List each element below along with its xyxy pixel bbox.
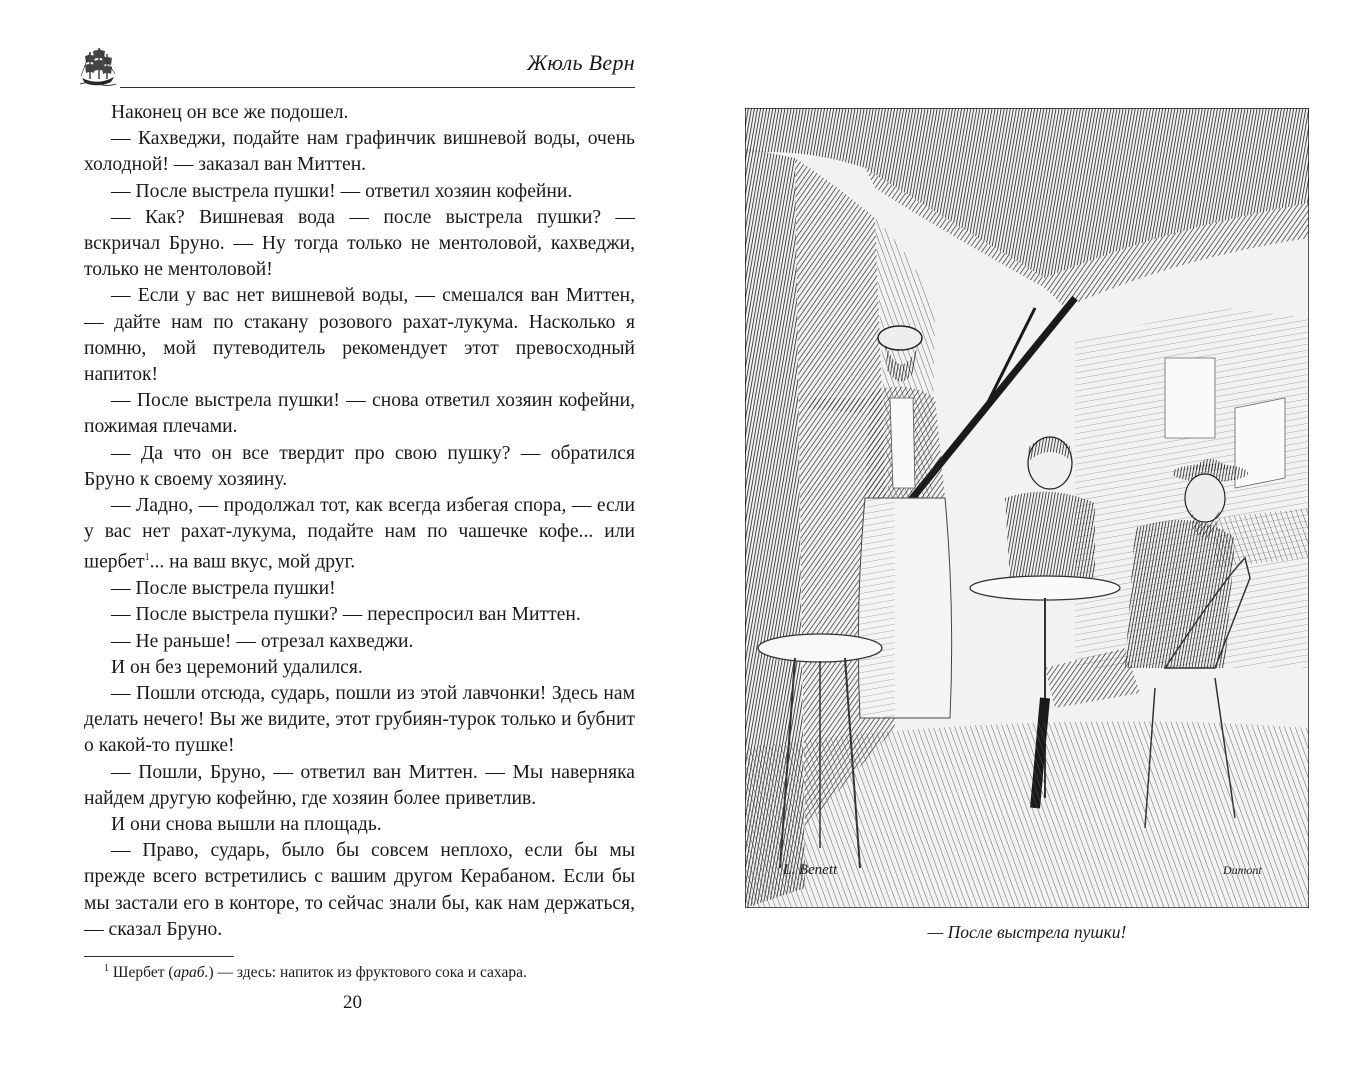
paragraph: — Кахведжи, подайте нам графинчик вишневой воды, очень холодной! — заказал ван Миттен. (84, 128, 635, 176)
paragraph: Наконец он все же подошел. (111, 102, 349, 123)
footnote-text: ) — здесь: напиток из фруктового сока и сахара. (208, 964, 527, 982)
footnote (104, 959, 527, 983)
right-page (680, 0, 1365, 1080)
body-text (84, 100, 635, 943)
paragraph: И они снова вышли на площадь. (111, 814, 382, 836)
paragraph: — Не раньше! — отрезал кахведжи. (111, 630, 414, 652)
paragraph-text: ... на ваш вкус, мой друг. (149, 551, 356, 573)
paragraph: — Да что он все твердит про свою пушку? — обратился Бруно к своему хозяину. (84, 442, 635, 490)
paragraph-text: — Ладно, — продолжал тот, как всегда избегая спора, — если у вас нет рахат-лукума, подайте нам по чашечке кофе... или шербет (84, 495, 635, 573)
engraver-signature-left: L. Benett (783, 862, 838, 878)
running-head: Жюль Верн (526, 50, 635, 75)
footnote-marker[interactable]: 1 (144, 552, 150, 564)
paragraph-with-footnote (84, 493, 635, 576)
paragraph: — После выстрела пушки! (111, 578, 336, 600)
left-page (0, 0, 680, 1080)
paragraph: — Как? Вишневая вода — после выстрела пушки? — вскричал Бруно. — Ну тогда только не ментоловой, кахведжи, только не ментоловой! (84, 206, 635, 281)
paragraph: — Пошли отсюда, сударь, пошли из этой лавчонки! Здесь нам делать нечего! Вы же видите, этот грубиян-турок только и бубнит о какой-то пушке! (84, 683, 635, 757)
header-rule (120, 87, 635, 88)
paragraph: — Право, сударь, было бы совсем неплохо, если бы мы прежде всего встретились с вашим другом Керабаном. Если бы мы застали его в конторе, то сейчас знали бы, как нам держаться, — сказал Бруно. (84, 840, 635, 940)
footnote-number: 1 (104, 963, 109, 974)
paragraph: — После выстрела пушки? — переспросил ван Миттен. (111, 604, 581, 626)
page-number: 20 (343, 992, 362, 1013)
footnote-rule (84, 956, 234, 957)
engraver-signature-right: Dumont (1223, 863, 1262, 877)
footnote-paren: ( (164, 964, 174, 982)
paragraph: — После выстрела пушки! — снова ответил хозяин кофейни, пожимая плечами. (84, 390, 635, 438)
footnote-term: Шербет (112, 964, 165, 982)
illustration-caption: — После выстрела пушки! (927, 922, 1127, 942)
footnote-abbr: араб. (173, 964, 209, 982)
paragraph: — Если у вас нет вишневой воды, — смешался ван Миттен, — дайте нам по стакану розового рахат-лукума. Насколько я помню, мой путеводитель рекомендует этот превосходный напиток! (84, 285, 635, 386)
paragraph: И он без церемоний удалился. (111, 656, 363, 678)
paragraph: — После выстрела пушки! — ответил хозяин кофейни. (111, 180, 573, 202)
ship-icon (80, 44, 116, 88)
illustration-engraving (745, 108, 1309, 908)
paragraph: — Пошли, Бруно, — ответил ван Миттен. — Мы наверняка найдем другую кофейню, где хозяин более приветлив. (84, 761, 635, 809)
